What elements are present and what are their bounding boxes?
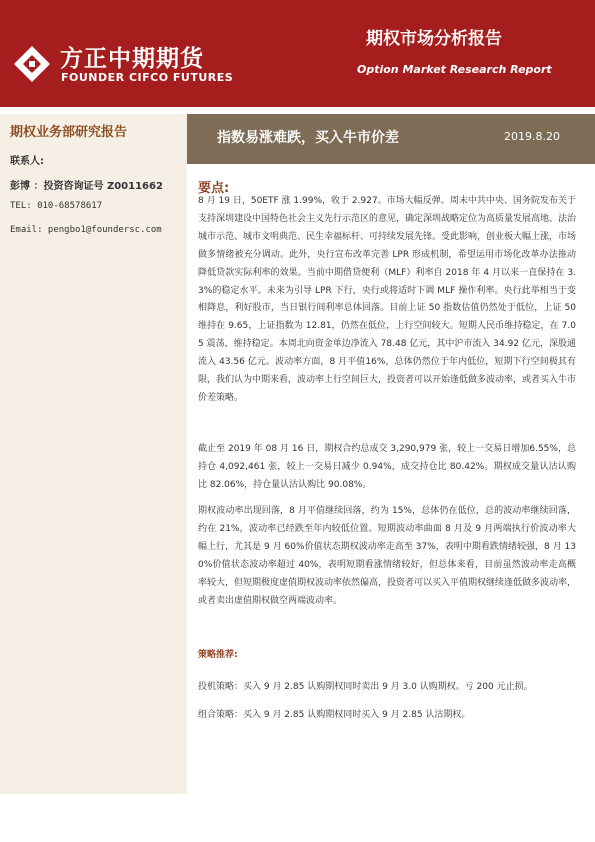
report-date: 2019.8.20 [504,130,560,143]
strategy-heading: 策略推荐: [198,650,238,660]
paragraph-trading-volume: 截止至 2019 年 08 月 16 日，期权合约总成交 3,290,979 张，较上一交易日增加6.55%，总持仓 4,092,461 张，较上一交易日减少 0.94%，成交持仓比 80.42%。期权成交量认沽认购比 82.06%，持仓量认沽认购比 90.08%。 [198,444,576,490]
logo-chinese-name: 方正中期期货 [60,46,204,72]
founder-logo-icon [12,44,52,84]
report-title: 期权市场分析报告 [366,29,502,49]
logo-english-name: FOUNDER CIFCO FUTURES [61,71,234,84]
paragraph-market-overview: 8 月 19 日，50ETF 涨 1.99%，收于 2.927。市场大幅反弹。周末中共中央、国务院发布关于支持深圳建设中国特色社会主义先行示范区的意见，确定深圳战略定位为高质量发展高地、法治城市示范、城市文明典范、民生幸福标杆、可持续发展先锋。受此影响，创业板大幅上涨，市场做多情绪被充分调动。此外，央行宣布改革完善 LPR 形成机制，希望运用市场化改革办法推动降低贷款实际利率的效果。当前中期借贷便利（MLF）利率自 2018 年 4 月以来一直保持在 3.3%的稳定水平。未来为引导 LPR 下行，央行或将适时下调 MLF 操作利率。央行此举相当于变相降息，利好股市，当日银行间利率总体回落。目前上证 50 指数估值仍然处于低位，上证 50 维持在 9.65，上证指数为 12.81，仍然在低位，上行空间较大。短期人民币维持稳定，在 7.05 震荡，维持稳定。本周北向资金单边净流入 78.48 亿元，其中沪市流入 34.92 亿元，深股通流入 43.56 亿元。波动率方面，8 月平值16%，总体仍然位于年内低位，短期下行空间极其有限，我们认为中期来看，波动率上行空间巨大，投资者可以开始逢低做多波动率，或者买入牛市价差策略。 [198,196,577,403]
department-title: 期权业务部研究报告 [10,125,128,140]
email-link[interactable]: Email: pengbo1@foundersc.com [10,225,162,235]
strategy-speculative: 投机策略：买入 9 月 2.85 认购期权同时卖出 9 月 3.0 认购期权。亏 200 元止损。 [198,682,533,692]
telephone: TEL: 010-68578617 [10,201,103,211]
page-header [0,0,595,107]
analyst-info: 彭博 ：投资咨询证号 Z0011662 [10,181,163,192]
sidebar [0,114,187,794]
title-banner [187,114,595,164]
contact-label: 联系人: [10,156,44,167]
key-points-heading: 要点: [198,181,230,196]
report-title-english: Option Market Research Report [357,63,552,76]
strategy-combination: 组合策略：买入 9 月 2.85 认购期权同时买入 9 月 2.85 认沽期权。 [198,710,471,720]
paragraph-volatility: 期权波动率出现回落，8 月平值继续回落，约为 15%，总体仍在低位，总的波动率继续回落，约在 21%，波动率已经跌至年内较低位置。短期波动率曲面 8 月及 9 月两端执行价波动率大幅上行，尤其是 9 月 60%价值状态期权波动率走高至 37%，表明中期看跌情绪较强，8 月 130%价值状态波动率超过 40%，表明短期看涨情绪较好，但总体来看，目前虽然波动率走高概率较大，但短期极度虚值期权波动率依然偏高，投资者可以买入平值期权继续逢低做多波动率，或者卖出虚值期权做空两端波动率。 [198,506,577,606]
article-title: 指数易涨难跌，买入牛市价差 [217,130,399,146]
